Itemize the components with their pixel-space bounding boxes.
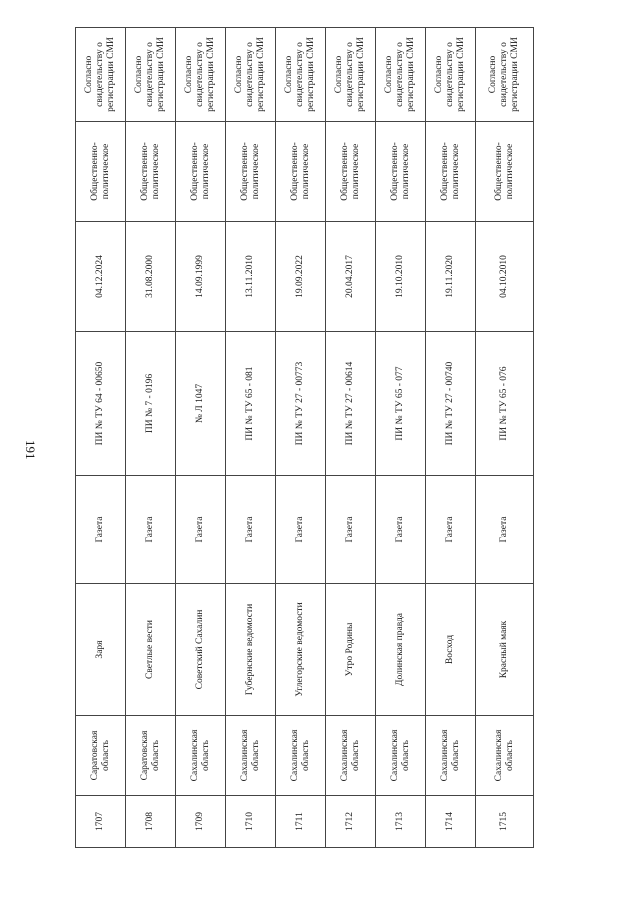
cell-topic: Общественно-политическое [76, 122, 126, 222]
cell-registration-number: ПИ № 7 - 0196 [126, 332, 176, 476]
table-row [76, 28, 126, 848]
cell-topic: Общественно-политическое [376, 122, 426, 222]
cell-topic: Общественно-политическое [176, 122, 226, 222]
cell-media-type: Газета [276, 476, 326, 584]
cell-number: 1709 [176, 796, 226, 848]
registry-table-container [75, 28, 533, 848]
cell-registration-number: ПИ № ТУ 65 - 077 [376, 332, 426, 476]
cell-media-type: Газета [76, 476, 126, 584]
registry-table [75, 27, 534, 848]
cell-media-type: Газета [326, 476, 376, 584]
cell-media-type: Газета [376, 476, 426, 584]
cell-topic: Общественно-политическое [426, 122, 476, 222]
cell-topic: Общественно-политическое [326, 122, 376, 222]
cell-media-type: Газета [126, 476, 176, 584]
cell-registration-number: ПИ № ТУ 27 - 00773 [276, 332, 326, 476]
table-row [276, 28, 326, 848]
cell-registration-number: ПИ № ТУ 27 - 00614 [326, 332, 376, 476]
cell-basis: Согласно свидетельству о регистрации СМИ [176, 28, 226, 122]
cell-basis: Согласно свидетельству о регистрации СМИ [426, 28, 476, 122]
cell-registration-number: ПИ № ТУ 64 - 00650 [76, 332, 126, 476]
cell-number: 1707 [76, 796, 126, 848]
cell-media-name: Утро Родины [326, 584, 376, 716]
cell-region: Саратовская область [76, 716, 126, 796]
cell-topic: Общественно-политическое [476, 122, 534, 222]
table-row [326, 28, 376, 848]
cell-region: Сахалинская область [426, 716, 476, 796]
cell-media-name: Губернские ведомости [226, 584, 276, 716]
cell-media-type: Газета [476, 476, 534, 584]
cell-registration-date: 04.10.2010 [476, 222, 534, 332]
cell-region: Сахалинская область [376, 716, 426, 796]
cell-region: Сахалинская область [276, 716, 326, 796]
cell-registration-date: 13.11.2010 [226, 222, 276, 332]
cell-media-type: Газета [226, 476, 276, 584]
cell-registration-number: ПИ № ТУ 65 - 076 [476, 332, 534, 476]
page-number: 191 [23, 440, 38, 460]
cell-media-name: Долинская правда [376, 584, 426, 716]
cell-registration-date: 19.09.2022 [276, 222, 326, 332]
cell-basis: Согласно свидетельству о регистрации СМИ [76, 28, 126, 122]
cell-registration-date: 20.04.2017 [326, 222, 376, 332]
cell-media-name: Красный маяк [476, 584, 534, 716]
table-row [426, 28, 476, 848]
cell-registration-date: 14.09.1999 [176, 222, 226, 332]
cell-region: Сахалинская область [226, 716, 276, 796]
cell-registration-number: ПИ № ТУ 65 - 081 [226, 332, 276, 476]
cell-media-name: Светлые вести [126, 584, 176, 716]
cell-number: 1710 [226, 796, 276, 848]
cell-basis: Согласно свидетельству о регистрации СМИ [376, 28, 426, 122]
cell-number: 1713 [376, 796, 426, 848]
cell-registration-date: 19.11.2020 [426, 222, 476, 332]
cell-number: 1708 [126, 796, 176, 848]
cell-basis: Согласно свидетельству о регистрации СМИ [126, 28, 176, 122]
cell-registration-date: 31.08.2000 [126, 222, 176, 332]
table-row [226, 28, 276, 848]
cell-registration-date: 19.10.2010 [376, 222, 426, 332]
cell-basis: Согласно свидетельству о регистрации СМИ [226, 28, 276, 122]
cell-number: 1714 [426, 796, 476, 848]
cell-topic: Общественно-политическое [226, 122, 276, 222]
table-row [376, 28, 426, 848]
table-row [476, 28, 534, 848]
cell-basis: Согласно свидетельству о регистрации СМИ [476, 28, 534, 122]
table-row [176, 28, 226, 848]
cell-media-type: Газета [176, 476, 226, 584]
cell-registration-number: № Л 1047 [176, 332, 226, 476]
cell-media-name: Углегорские ведомости [276, 584, 326, 716]
cell-region: Сахалинская область [176, 716, 226, 796]
cell-number: 1712 [326, 796, 376, 848]
table-row [126, 28, 176, 848]
cell-registration-date: 04.12.2024 [76, 222, 126, 332]
cell-basis: Согласно свидетельству о регистрации СМИ [326, 28, 376, 122]
cell-media-name: Заря [76, 584, 126, 716]
cell-number: 1715 [476, 796, 534, 848]
cell-region: Сахалинская область [326, 716, 376, 796]
cell-media-type: Газета [426, 476, 476, 584]
cell-topic: Общественно-политическое [126, 122, 176, 222]
cell-media-name: Восход [426, 584, 476, 716]
cell-basis: Согласно свидетельству о регистрации СМИ [276, 28, 326, 122]
cell-media-name: Советский Сахалин [176, 584, 226, 716]
cell-topic: Общественно-политическое [276, 122, 326, 222]
cell-number: 1711 [276, 796, 326, 848]
cell-region: Сахалинская область [476, 716, 534, 796]
cell-registration-number: ПИ № ТУ 27 - 00740 [426, 332, 476, 476]
cell-region: Саратовская область [126, 716, 176, 796]
